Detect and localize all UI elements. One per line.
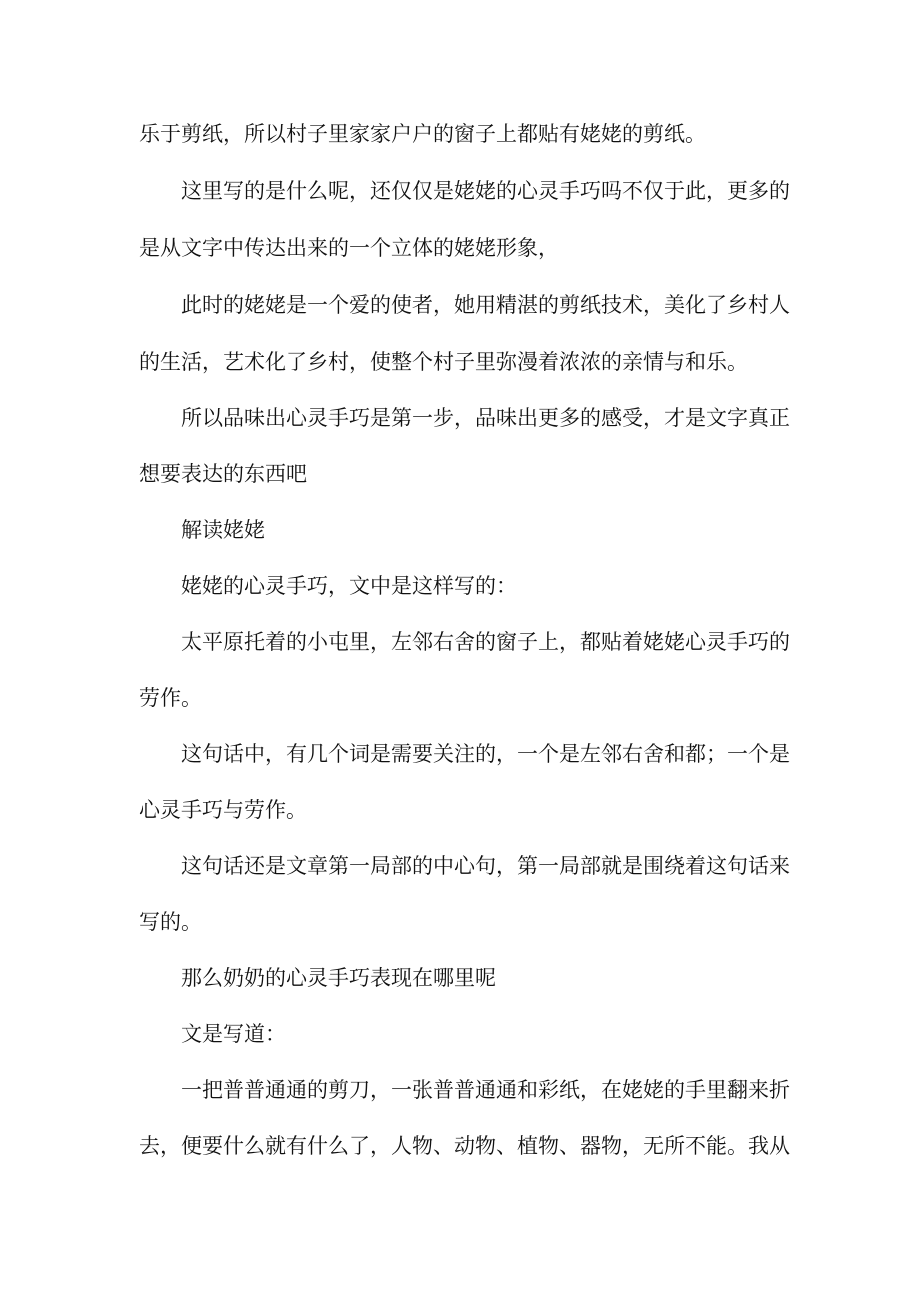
text-line: 这句话还是文章第一局部的中心句，第一局部就是围绕着这句话来	[181, 854, 790, 878]
section-heading: 解读姥姥	[181, 518, 265, 542]
text-line: 想要表达的东西吧	[139, 462, 307, 486]
text-line: 文是写道：	[181, 1022, 286, 1046]
text-line: 这里写的是什么呢，还仅仅是姥姥的心灵手巧吗不仅于此，更多的	[181, 179, 790, 203]
text-line: 劳作。	[139, 686, 202, 710]
text-line: 去，便要什么就有什么了，人物、动物、植物、器物，无所不能。我从	[139, 1134, 790, 1158]
text-line: 太平原托着的小屯里，左邻右舍的窗子上，都贴着姥姥心灵手巧的	[181, 630, 790, 654]
text-line: 是从文字中传达出来的一个立体的姥姥形象，	[139, 236, 559, 260]
text-line: 乐于剪纸，所以村子里家家户户的窗子上都贴有姥姥的剪纸。	[139, 122, 706, 146]
text-line: 心灵手巧与劳作。	[139, 798, 307, 822]
text-line: 这句话中，有几个词是需要关注的，一个是左邻右舍和都；一个是	[181, 742, 790, 766]
text-line: 那么奶奶的心灵手巧表现在哪里呢	[181, 966, 496, 990]
text-line: 此时的姥姥是一个爱的使者，她用精湛的剪纸技术，美化了乡村人	[181, 293, 790, 317]
text-line: 写的。	[139, 910, 202, 934]
text-line: 的生活，艺术化了乡村，使整个村子里弥漫着浓浓的亲情与和乐。	[139, 350, 748, 374]
text-line: 姥姥的心灵手巧，文中是这样写的：	[181, 574, 517, 598]
text-line: 一把普普通通的剪刀，一张普普通通和彩纸，在姥姥的手里翻来折	[181, 1078, 790, 1102]
text-line: 所以品味出心灵手巧是第一步，品味出更多的感受，才是文字真正	[181, 406, 790, 430]
